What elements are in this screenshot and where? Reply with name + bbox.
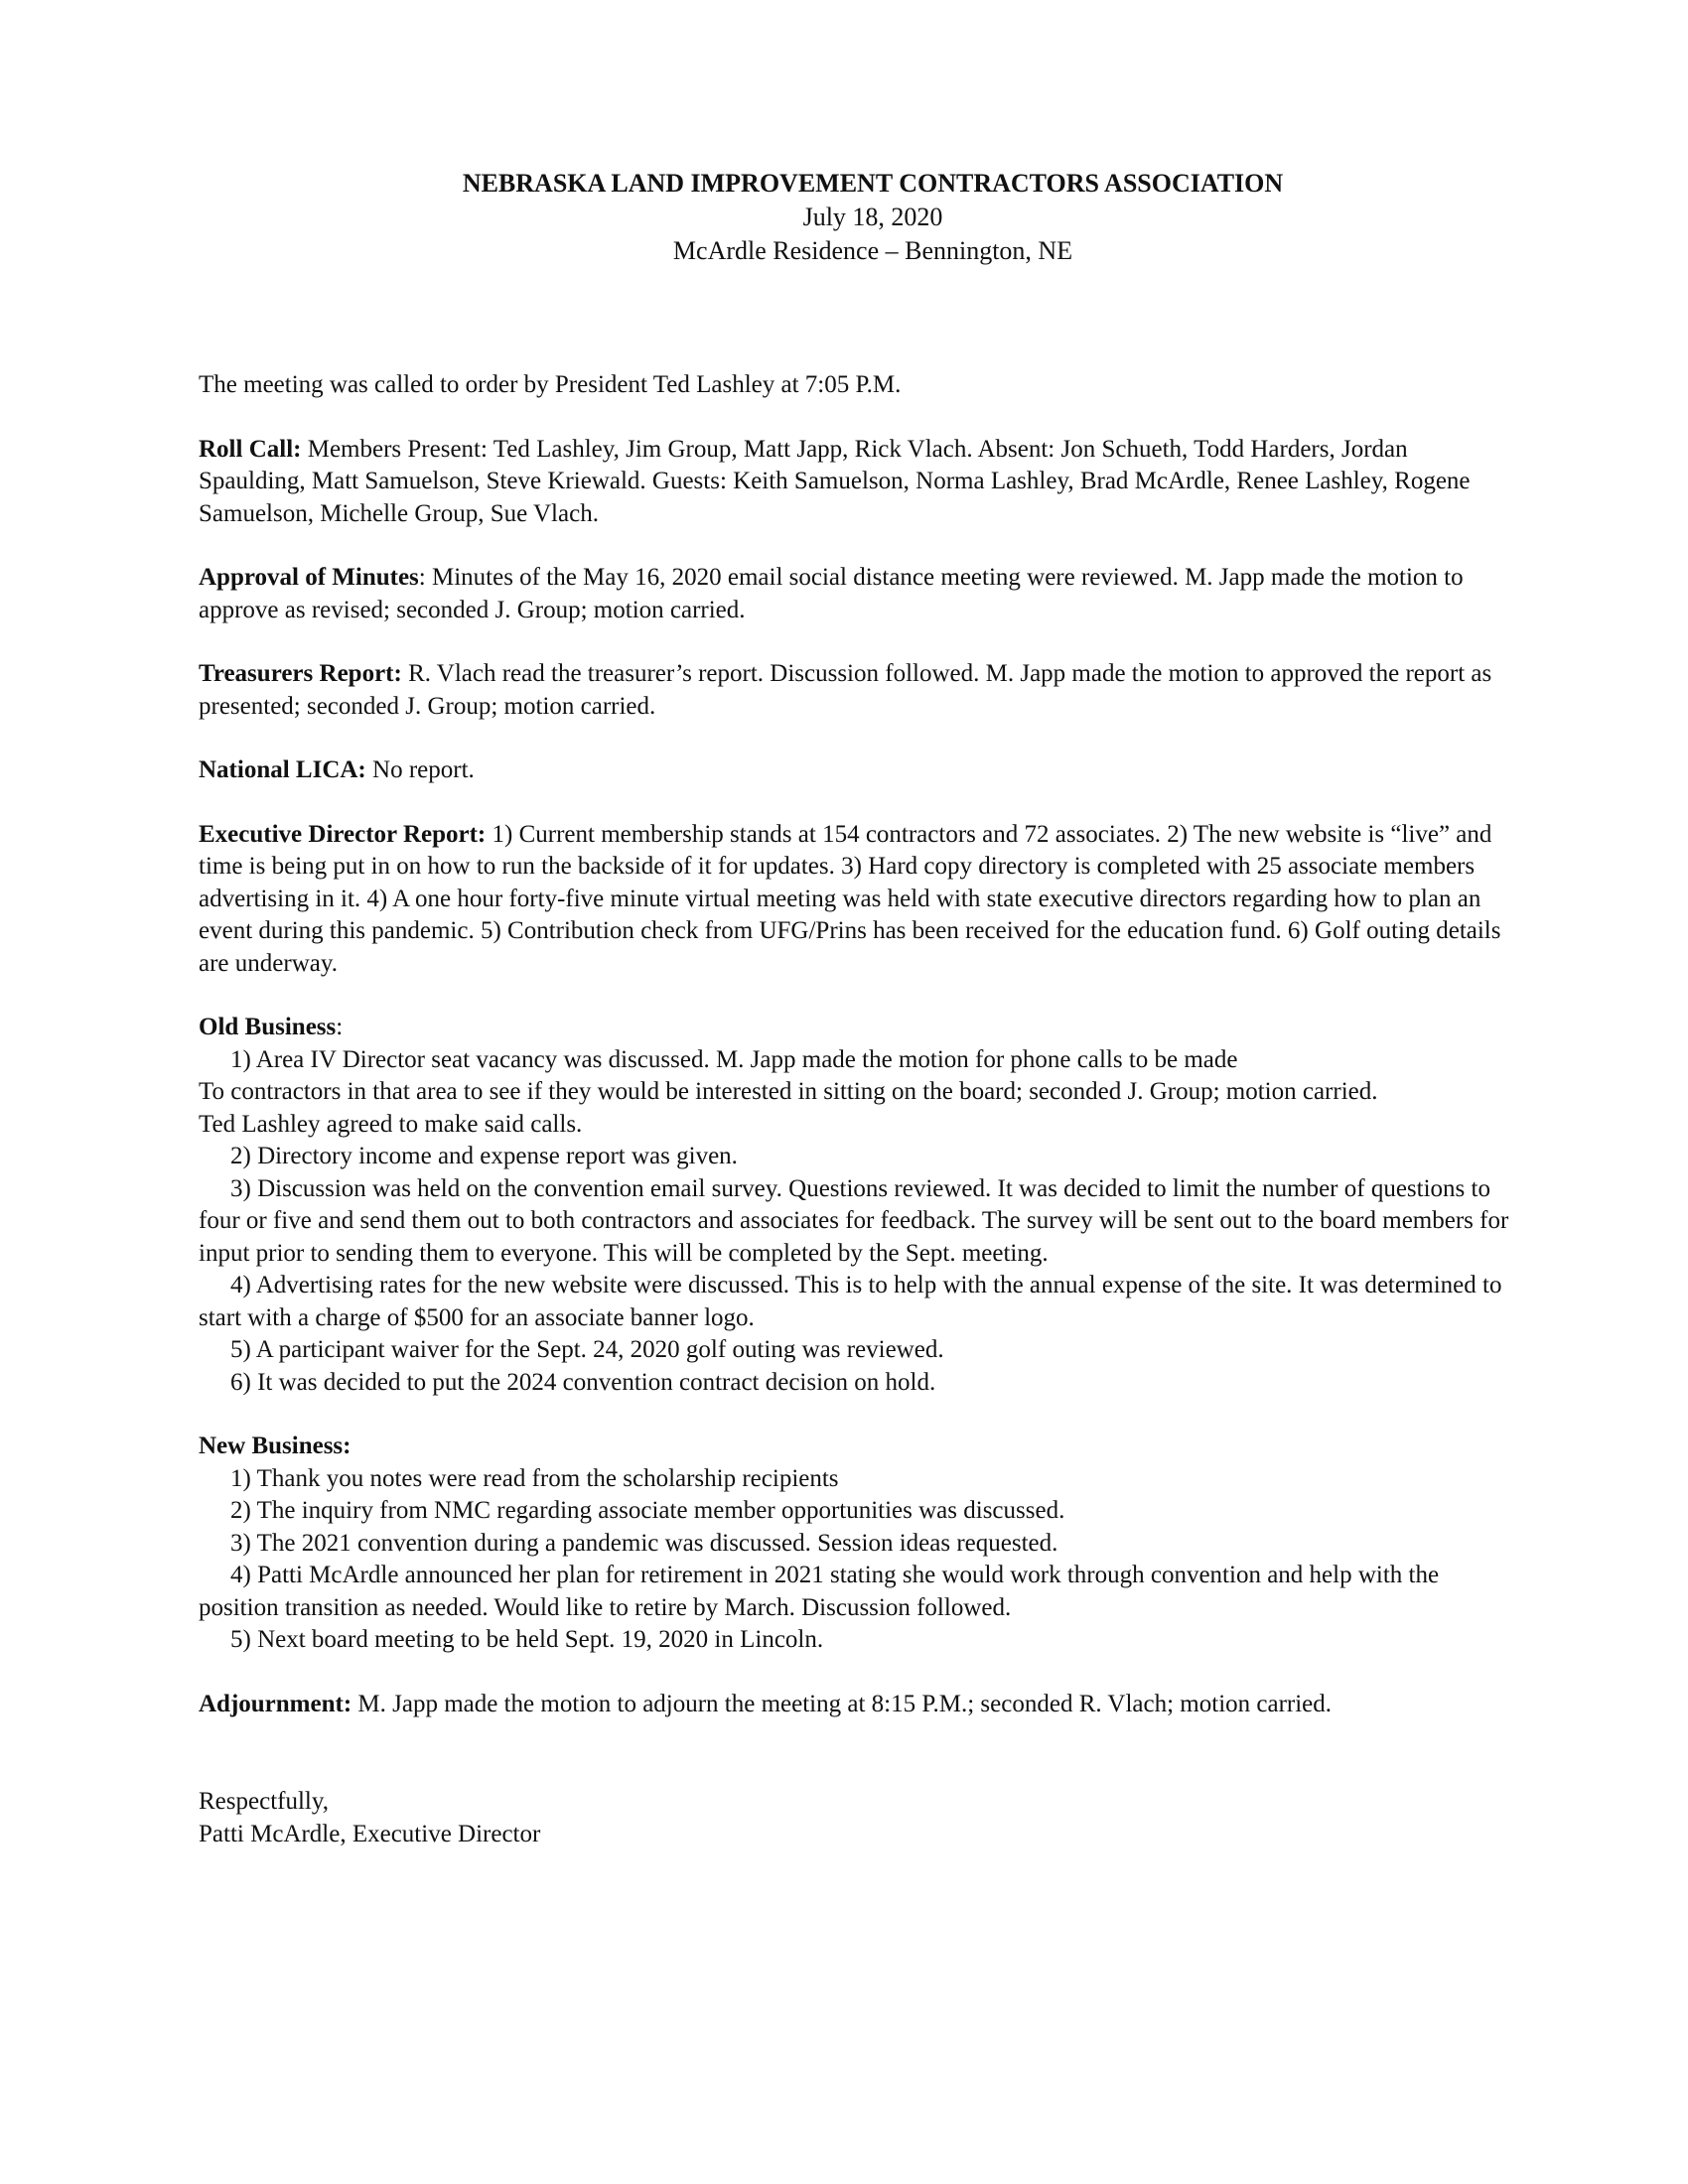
treasurers-report-text: R. Vlach read the treasurer’s report. Discussion followed. M. Japp made the motion to approved the report as presented; seconded J. Group; motion carried. xyxy=(199,660,1492,720)
old-business-item-3: 3) Discussion was held on the convention email survey. Questions reviewed. It was decided to limit the number of questions to four or five and send them out to both contractors and associates for feedback. The survey will be sent out to the board members for input prior to sending them to everyone. This will be completed by the Sept. meeting. xyxy=(199,1174,1509,1267)
organization-title: NEBRASKA LAND IMPROVEMENT CONTRACTORS ASSOCIATION xyxy=(462,169,1284,198)
old-business-section xyxy=(199,1012,1519,1399)
treasurers-report-section xyxy=(199,658,1519,723)
old-business-item-4: 4) Advertising rates for the new website were discussed. This is to help with the annual expense of the site. It was determined to start with a charge of $500 for an associate banner logo. xyxy=(199,1272,1502,1331)
national-lica-section xyxy=(199,754,1519,787)
approval-of-minutes-section xyxy=(199,562,1519,626)
closing-block xyxy=(199,1786,1519,1850)
old-business-colon: : xyxy=(336,1014,344,1040)
old-business-item-1-line-3: Ted Lashley agreed to make said calls. xyxy=(199,1110,583,1138)
national-lica-text: No report. xyxy=(365,756,475,783)
old-business-label: Old Business xyxy=(199,1014,337,1040)
executive-director-report-text: 1) Current membership stands at 154 contractors and 72 associates. 2) The new website is “live” and time is being put in on how to run the backside of it for updates. 3) Hard copy directory is completed with 25 associate members advertising in it. 4) A one hour forty-five minute virtual meeting was held with state executive directors regarding how to plan an event during this pandemic. 5) Contribution check from UFG/Prins has been received for the education fund. 6) Golf outing details are underway. xyxy=(199,820,1501,977)
call-to-order: The meeting was called to order by President Ted Lashley at 7:05 P.M. xyxy=(199,371,902,398)
new-business-item-4: 4) Patti McArdle announced her plan for retirement in 2021 stating she would work through convention and help with the position transition as needed. Would like to retire by March. Discussion followed. xyxy=(199,1562,1440,1621)
approval-of-minutes-label: Approval of Minutes xyxy=(199,564,419,591)
roll-call-label: Roll Call: xyxy=(199,435,302,463)
old-business-item-2: 2) Directory income and expense report was given. xyxy=(230,1143,738,1169)
approval-of-minutes-text: : Minutes of the May 16, 2020 email social distance meeting were reviewed. M. Japp made the motion to approve as revised; seconded J. Group; motion carried. xyxy=(199,564,1464,623)
roll-call-section xyxy=(199,434,1519,531)
old-business-item-5: 5) A participant waiver for the Sept. 24, 2020 golf outing was reviewed. xyxy=(230,1336,944,1363)
closing-salutation: Respectfully, xyxy=(199,1788,329,1815)
new-business-item-5: 5) Next board meeting to be held Sept. 19, 2020 in Lincoln. xyxy=(230,1626,824,1653)
closing-signature: Patti McArdle, Executive Director xyxy=(199,1820,541,1847)
old-business-item-1-line-1: 1) Area IV Director seat vacancy was discussed. M. Japp made the motion for phone calls to be made xyxy=(230,1045,1238,1073)
adjournment-section xyxy=(199,1689,1519,1721)
roll-call-text: Members Present: Ted Lashley, Jim Group, Matt Japp, Rick Vlach. Absent: Jon Schueth, Todd Harders, Jordan Spaulding, Matt Samuelson, Steve Kriewald. Guests: Keith Samuelson, Norma Lashley, Brad McArdle, Renee Lashley, Rogene Samuelson, Michelle Group, Sue Vlach. xyxy=(199,435,1471,527)
new-business-item-2: 2) The inquiry from NMC regarding associate member opportunities was discussed. xyxy=(230,1497,1065,1524)
new-business-item-3: 3) The 2021 convention during a pandemic was discussed. Session ideas requested. xyxy=(230,1529,1058,1557)
executive-director-report-label: Executive Director Report: xyxy=(199,820,487,848)
minutes-page xyxy=(199,167,1519,1850)
old-business-item-6: 6) It was decided to put the 2024 convention contract decision on hold. xyxy=(230,1368,936,1396)
executive-director-report-section xyxy=(199,819,1519,981)
old-business-heading xyxy=(199,1012,1519,1044)
national-lica-label: National LICA: xyxy=(199,756,366,783)
meeting-location: McArdle Residence – Bennington, NE xyxy=(672,236,1073,265)
document-header xyxy=(199,167,1519,268)
adjournment-text: M. Japp made the motion to adjourn the meeting at 8:15 P.M.; seconded R. Vlach; motion carried. xyxy=(352,1690,1333,1717)
treasurers-report-label: Treasurers Report: xyxy=(199,660,402,687)
adjournment-label: Adjournment: xyxy=(199,1690,352,1717)
new-business-item-1: 1) Thank you notes were read from the scholarship recipients xyxy=(230,1464,839,1492)
meeting-date: July 18, 2020 xyxy=(802,203,943,231)
new-business-heading: New Business: xyxy=(199,1433,352,1459)
new-business-section xyxy=(199,1431,1519,1657)
old-business-item-1-line-2: To contractors in that area to see if they would be interested in sitting on the board; seconded J. Group; motion carried. xyxy=(199,1078,1378,1105)
